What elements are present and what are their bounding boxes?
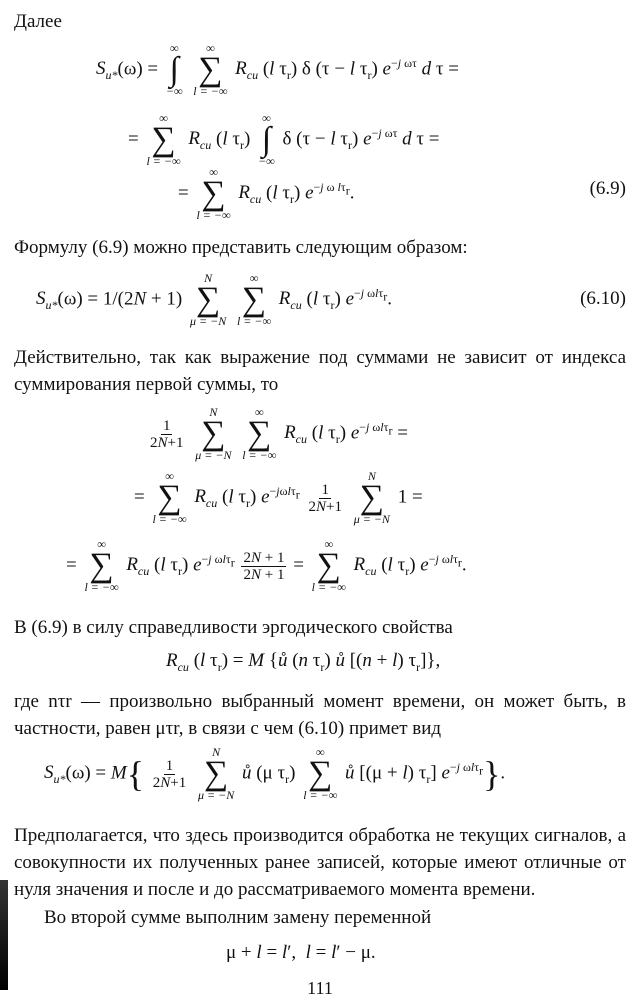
text-formula-intro: Формулу (6.9) можно представить следующим образом: xyxy=(14,237,468,258)
equation-3-line-1: $\frac{1}{2N+1}$ N ∑ μ = −N ∞ ∑ l = −∞ $R_{cu}$ (l $\tau_r$) $e^{-j \omega l\tau_r}$ = xyxy=(150,405,408,462)
equation-number-6-10: (6.10) xyxy=(580,288,626,309)
text-where: где nτr — произвольно выбранный момент времени, он может быть, в частности, равен μτr, в связи с чем (6.10) примет вид xyxy=(14,691,626,739)
equation-3-line-2: = ∞ ∑ l = −∞ $R_{cu}$ (l $\tau_r$) $e^{-j\omega l\tau_r}$ $\frac{1}{2N+1}$ N ∑ μ = −N 1 = xyxy=(134,469,423,526)
equation-substitution: μ + l = l′, l = l′ − μ. xyxy=(226,942,376,963)
equation-6-10: $S_{u*}(\omega) = 1/(2N + 1)$ N ∑ μ = −N ∞ ∑ l = −∞ $R_{cu}$ (l $\tau_r$) $e^{-j \omega l\tau_r}$. xyxy=(36,271,392,328)
text-assume: Предполагается, что здесь производится обработка не текущих сигналов, а совокупности их полученных ранее записей, которые имеют отличные от нуля значения и после и до рассматриваемого момента времени. xyxy=(14,825,626,900)
equation-ergodic: $R_{cu}$ (l $\tau_r) = M$ {ů (n $\tau_r$) ů [(n + l) $\tau_r$]}, xyxy=(166,650,441,674)
text-second-sum: Во второй сумме выполним замену переменной xyxy=(44,907,432,928)
equation-number-6-9: (6.9) xyxy=(589,178,626,199)
equation-1-line-3: = ∞ ∑ l = −∞ $R_{cu}$ (l $\tau_r$) $e^{-j \omega l\tau_r}$. xyxy=(178,165,355,222)
text-ergodic: В (6.9) в силу справедливости эргодического свойства xyxy=(14,617,453,638)
equation-3-line-3: = ∞ ∑ l = −∞ $R_{cu}$ (l $\tau_r$) $e^{-j \omega l\tau_r}$ $\frac{2N + 1}{2N + 1}$ = ∞ ∑ l = −∞ $R_{cu}$ (l $\tau_r$) $e^{-j \omega l\tau_r}$. xyxy=(66,537,467,594)
page-number: 111 xyxy=(307,978,333,998)
text-deistvitelno: Действительно, так как выражение под суммами не зависит от индекса суммирования первой суммы, то xyxy=(14,347,626,395)
equation-1-line-1: $S_{u*}(\omega)$ = ∞ ∫ −∞ ∞ ∑ l = −∞ $R_{cu}$ (l $\tau_r$) δ (τ − l $\tau_r$) $e^{-j \omega\tau}$ d τ = xyxy=(96,41,459,98)
binding-edge-mark xyxy=(0,880,8,990)
text-dalee: Далее xyxy=(14,11,62,32)
equation-expectation: $S_{u*}(\omega) = M${ $\frac{1}{2N+1}$ N ∑ μ = −N ů (μ $\tau_r$) ∞ ∑ l = −∞ ů [(μ + l) $\tau_r$] $e^{-j \omega l\tau_r}$}. xyxy=(44,745,506,802)
equation-1-line-2: = ∞ ∑ l = −∞ $R_{cu}$ (l $\tau_r$) ∞ ∫ −∞ δ (τ − l $\tau_r$) $e^{-j \omega\tau}$ d τ = xyxy=(128,111,440,168)
